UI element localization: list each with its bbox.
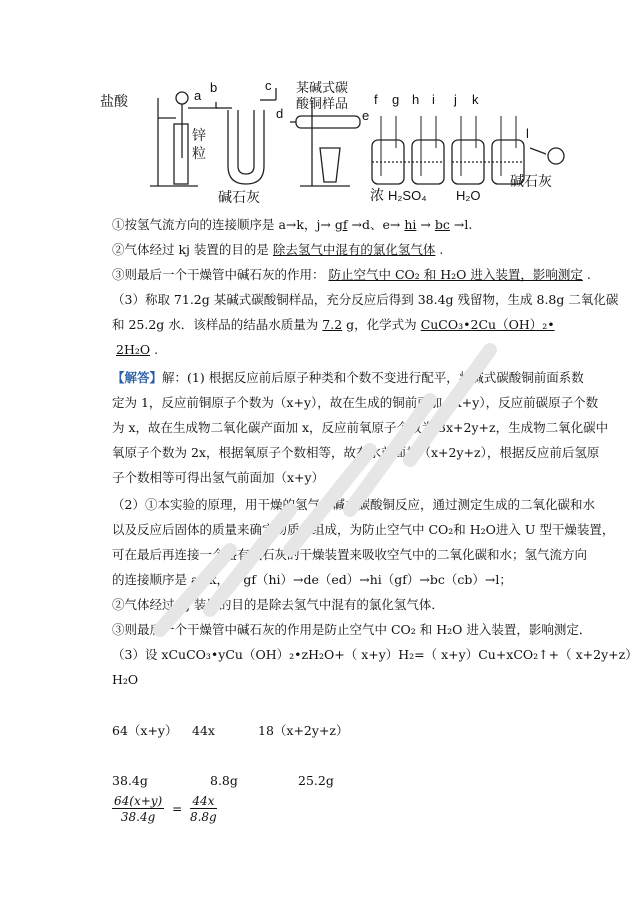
p3-formula-1: CuCO₃•2Cu（OH）₂• [420,317,555,332]
label-h2o: H₂O [456,188,481,203]
label-j: j [454,92,457,107]
q1-suffix: →l. [453,217,473,232]
ratio-row2-co2: 8.8g [210,773,238,788]
q2-line [112,241,443,259]
p3-line-1: （3）称取 71.2g 某碱式碳酸铜样品，充分反应后得到 38.4g 残留物，生成 8.8g 二氧化碳 [112,292,619,307]
ratio-row-2 [112,772,334,790]
fraction-right-den: 8.8g [189,810,217,824]
ratio-row-1 [112,722,349,740]
label-hcl: 盐酸 [100,93,128,109]
label-sample-2: 酸铜样品 [296,96,349,111]
label-f: f [374,92,378,107]
ratio-row2-h2o: 25.2g [298,773,334,788]
wash-bottles [372,116,524,184]
q3-suffix: . [586,267,591,282]
solution-s1-1: 定为 1，反应前铜原子个数为（x+y），故在生成的铜前面加（x+y），反应前碳原子个数 [112,395,599,410]
ratio-row1-co2: 44x [192,723,215,738]
solution-s2-5: ③则最后一个干燥管中碱石灰的作用是防止空气中 CO₂ 和 H₂O 进入装置，影响测定． [112,622,592,637]
solution-s2-2: 可在最后再连接一个盛有碱石灰的干燥装置来吸收空气中的二氧化碳和水；氢气流方向 [112,547,588,562]
q2-suffix: . [439,242,444,257]
end-drying-tube [530,148,564,164]
ratio-row1-h2o: 18（x+2y+z） [258,723,349,738]
solution-s2-7: H₂O [112,672,139,687]
p3-line2-mid: g，化学式为 [346,317,417,332]
fraction-right-num: 44x [190,794,217,809]
solution-s2-6: （3）设 xCuCO₃•yCu（OH）₂•zH₂O+（ x+y）H₂=（ x+y）Cu+xCO₂↑+（ x+2y+z） [112,647,638,662]
label-zinc-2: 粒 [192,145,206,161]
solution-s2-1: 以及反应后固体的质量来确定物质的组成，为防止空气中 CO₂和 H₂O进入 U 型干燥装置， [112,522,615,537]
p3-line2-prefix: 和 25.2g 水．该样品的结晶水质量为 [112,317,319,332]
q3-prefix: ③则最后一个干燥管中碱石灰的作用： [112,267,325,282]
label-l: l [526,126,529,141]
q2-answer: 除去氢气中混有的氯化氢气体 [272,242,436,257]
solution-s1-2: 为 x，故在生成物二氧化碳产面加 x，反应前氧原子个数为 3x+2y+z，生成物二氧化碳中 [112,420,609,435]
u-tube-dryer [216,88,276,184]
p3-line-2 [112,316,559,334]
label-a: a [194,88,202,103]
apparatus-figure [100,78,570,208]
label-h2so4: H₂SO₄ [388,188,427,203]
label-c: c [265,78,272,93]
solution-s2-4: ②气体经过 kj 装置的目的是除去氢气中混有的氯化氢气体． [112,597,444,612]
q1-blank-3: bc [434,217,450,232]
label-e: e [362,108,370,123]
fraction-left [112,794,164,824]
q3-line [112,266,591,284]
solution-s1-3: 氧原子个数为 2x，根据氧原子个数相等，故在水前面加（x+2y+z），根据反应前后氢原 [112,445,600,460]
hydrogen-generator [150,92,218,186]
q1-mid-1: →d、e→ [351,217,401,232]
fraction-equals: = [172,802,183,816]
solution-s1-4: 子个数相等可得出氢气前面加（x+y） [112,470,325,485]
label-zinc-1: 锌 [192,127,206,143]
q1-line [112,216,472,234]
label-i: i [432,92,435,107]
label-sample-1: 某碱式碳 [296,80,349,95]
label-h: h [412,92,420,107]
solution-s1-0: 解：(1) 根据反应前后原子种类和个数不变进行配平，将碱式碳酸铜前面系数 [162,370,584,385]
ratio-row2-cu: 38.4g [112,773,148,788]
solution-s2-0: （2）①本实验的原理，用干燥的氢气与碱式碳酸铜反应，通过测定生成的二氧化碳和水 [112,497,595,512]
label-soda-lime-u: 碱石灰 [218,189,260,205]
q2-prefix: ②气体经过 kj 装置的目的是 [112,242,269,257]
fraction-right [190,794,217,824]
label-conc: 浓 [370,187,384,203]
reaction-tube [290,100,360,186]
p3-formula-2: 2H₂O [116,342,151,357]
label-b: b [210,80,218,95]
label-d: d [276,106,284,121]
fraction-equation [112,794,217,824]
p3-line3-suffix: . [154,342,159,357]
solution-tag: 【解答】 [112,370,163,385]
label-k: k [472,92,479,107]
fraction-left-den: 38.4g [120,810,156,824]
fraction-left-num: 64(x+y) [114,794,163,808]
p3-line-3 [112,341,158,359]
q3-answer: 防止空气中 CO₂ 和 H₂O 进入装置，影响测定 [328,267,583,282]
q1-blank-1: gf [334,217,348,232]
q1-mid-2: → [420,217,431,232]
q1-prefix: ①按氢气流方向的连接顺序是 a→k，j→ [112,217,331,232]
q1-blank-2: hi [404,217,417,232]
label-g: g [392,92,400,107]
p3-water-mass: 7.2 [322,317,343,332]
solution-s2-3: 的连接顺序是 a→k，j→gf（hi）→de（ed）→hi（gf）→bc（cb）→l； [112,572,512,587]
label-soda-lime-end: 碱石灰 [510,173,552,189]
solution-line-1 [112,369,584,387]
ratio-row1-cu: 64（x+y） [112,723,178,738]
